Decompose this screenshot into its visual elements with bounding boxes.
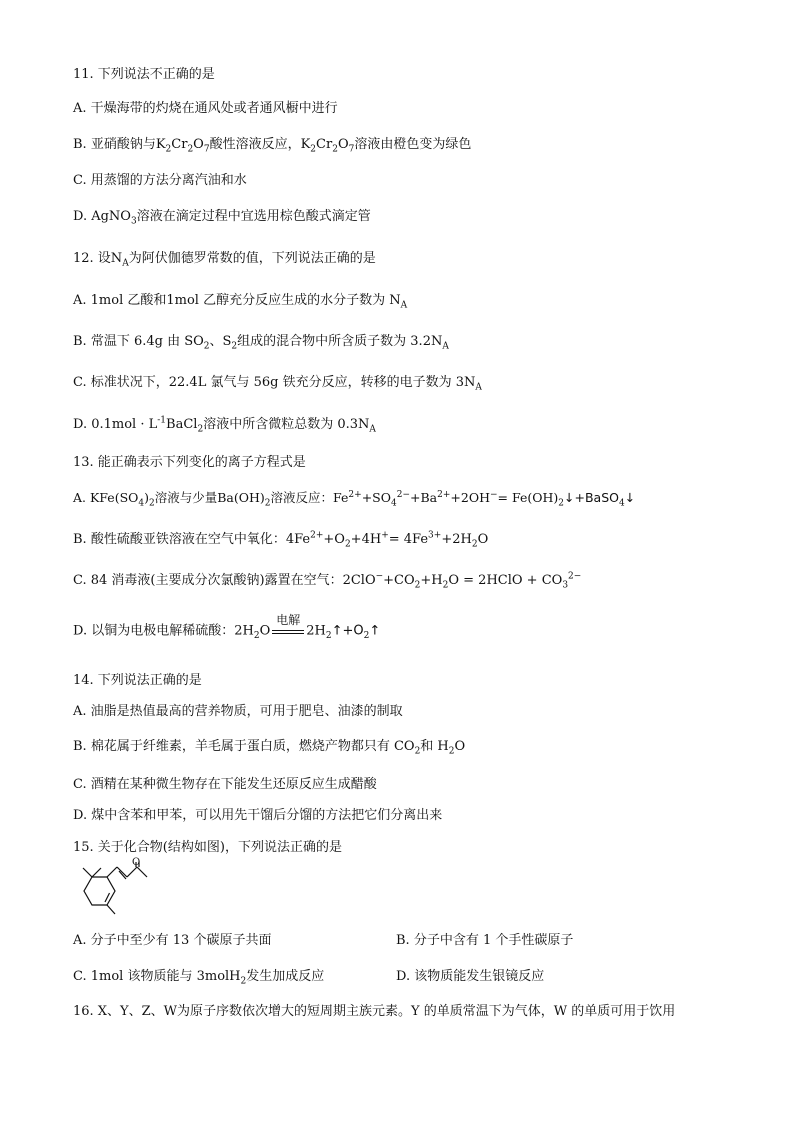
q15-option-b: B. 分子中含有 1 个手性碳原子 [396,933,574,948]
q11-option-c: C. 用蒸馏的方法分离汽油和水 [73,173,247,188]
q15-option-a: A. 分子中至少有 13 个碳原子共面 [73,933,272,948]
q13-option-c: C. 84 消毒液(主要成分次氯酸钠)露置在空气：$2ClO^-+CO_2+H_2O$ = 2HClO + $CO_3^{2-}$ [73,571,582,591]
q13-option-d: D. 以铜为电极电解稀硫酸：$2H_2O$ 电解 $2H_2↑+O_2↑$ [73,613,381,642]
q13-option-b: B. 酸性硫酸亚铁溶液在空气中氧化：$4Fe^{2+}+O_2+4H^+= 4Fe^{3+}+2H_2O$ [73,530,489,550]
q12-option-b: B. 常温下 6.4g 由 $SO_2$、$S_2$组成的混合物中所含质子数为 $3.2N_A$ [73,334,449,352]
q12-option-d: D. $0.1mol \cdot L^{-1}BaCl_2$溶液中所含微粒总数为 $0.3N_A$ [73,415,376,435]
q12-stem: 12. 设$N_A$为阿伏伽德罗常数的值，下列说法正确的是 [73,251,376,269]
q13-stem: 13. 能正确表示下列变化的离子方程式是 [73,455,306,470]
q11-stem: 11. 下列说法不正确的是 [73,67,215,82]
q11-option-d: D. AgNO$_3$溶液在滴定过程中宜选用棕色酸式滴定管 [73,209,371,227]
q15-option-d: D. 该物质能发生银镜反应 [396,969,545,984]
q14-option-d: D. 煤中含苯和甲苯，可以用先干馏后分馏的方法把它们分离出来 [73,808,443,823]
q11-option-a: A. 干燥海带的灼烧在通风处或者通风橱中进行 [73,101,338,116]
q12-option-c: C. 标准状况下，22.4L 氯气与 56g 铁充分反应，转移的电子数为 $3N_A$ [73,375,482,393]
q14-option-c: C. 酒精在某种微生物存在下能发生还原反应生成醋酸 [73,777,377,792]
q14-option-a: A. 油脂是热值最高的营养物质，可用于肥皂、油漆的制取 [73,704,403,719]
q14-stem: 14. 下列说法正确的是 [73,673,202,688]
q11-option-b: B. 亚硝酸钠与$K_2Cr_2O_7$酸性溶液反应，$K_2Cr_2O_7$溶液由橙色变为绿色 [73,137,472,155]
q16-stem: 16. X、Y、Z、W为原子序数依次增大的短周期主族元素。Y 的单质常温下为气体，W 的单质可用于饮用 [73,1004,676,1019]
q15-option-c: C. 1mol 该物质能与 3molH$_2$发生加成反应 [73,969,325,987]
q14-option-b: B. 棉花属于纤维素，羊毛属于蛋白质，燃烧产物都只有 $CO_2$和 $H_2O$ [73,739,466,757]
q13-option-a: A. $KFe(SO_4)_2$溶液与少量$Ba(OH)_2$溶液反应：$Fe^{2+}+SO_4^{2-}+Ba^{2+}+2OH^-=$ $Fe(OH)_2↓+BaSO_4↓$ [73,489,636,509]
molecule-oxygen-label: O [132,857,141,868]
electrolysis-condition: 电解 [270,622,306,640]
molecule-structure-image [70,862,180,922]
q12-option-a: A. 1mol 乙酸和1mol 乙醇充分反应生成的水分子数为 $N_A$ [73,293,408,311]
q15-stem: 15. 关于化合物(结构如图)，下列说法正确的是 [73,840,342,855]
